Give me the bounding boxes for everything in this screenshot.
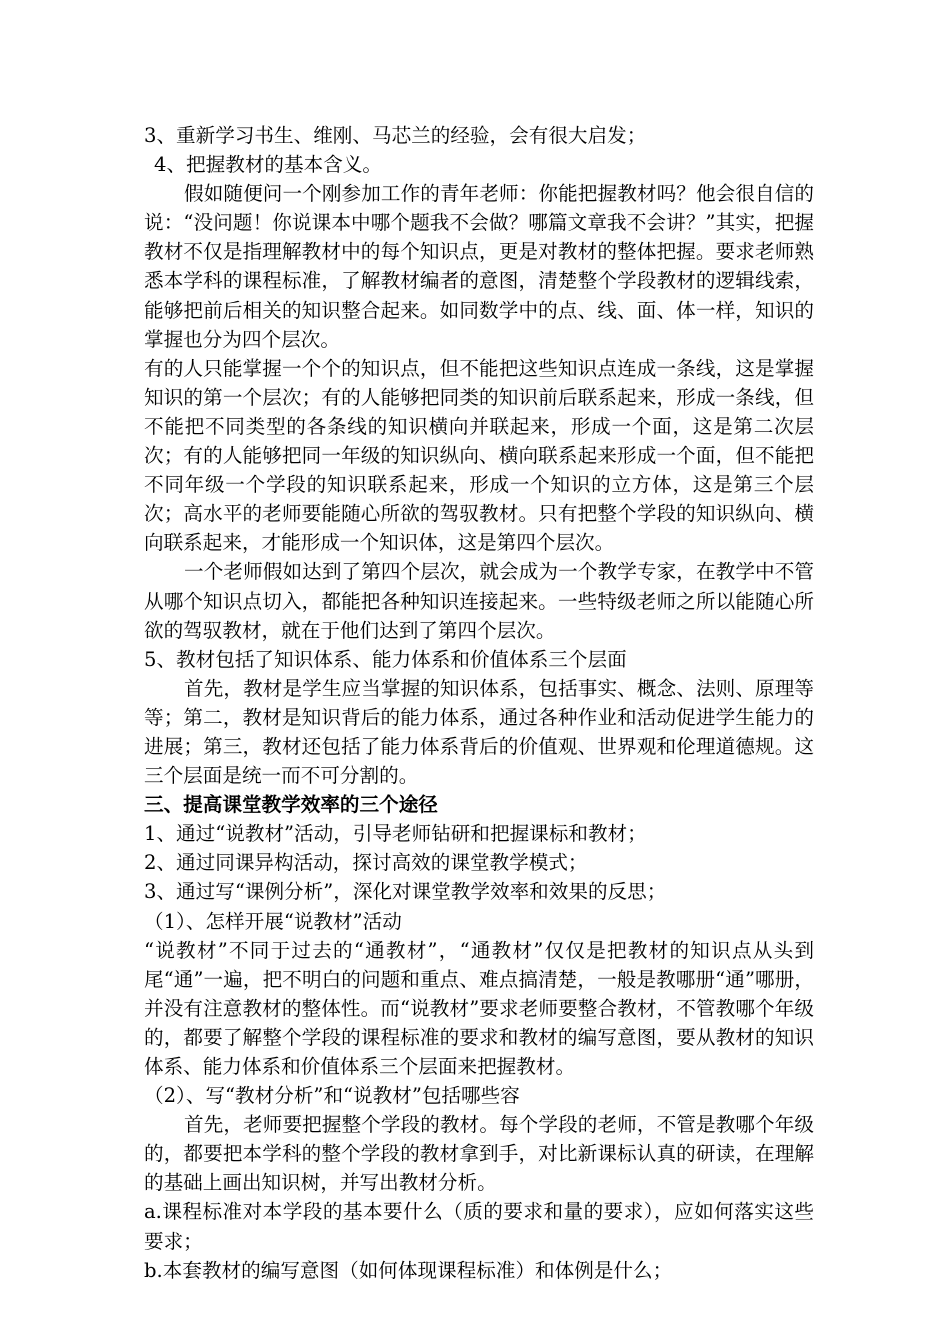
list-item-a: a.课程标准对本学段的基本要什么（质的要求和量的要求），应如何落实这些要求； — [144, 1200, 814, 1253]
list-item-5: 5、教材包括了知识体系、能力体系和价值体系三个层面 — [144, 647, 627, 671]
section-heading: 三、提高课堂教学效率的三个途径 — [144, 793, 438, 817]
paragraph-four-levels: 有的人只能掌握一个个的知识点，但不能把这些知识点连成一条线，这是掌握知识的第一个层次；有的人能够把同类的知识前后联系起来，形成一条线，但不能把不同类型的各条线的知识横向并联起来，形成一个面，这是第二次层次；有的人能够把同一年级的知识纵向、横向联系起来形成一个面，但不能把不同年级一个学段的知识联系起来，形成一个知识的立方体，这是第三个层次；高水平的老师要能随心所欲的驾驭教材。只有把整个学段的知识纵向、横向联系起来，才能形成一个知识体，这是第四个层次。 — [144, 356, 814, 555]
paragraph-teaching-expert: 一个老师假如达到了第四个层次，就会成为一个教学专家，在教学中不管从哪个知识点切入，都能把各种知识连接起来。一些特级老师之所以能随心所欲的驾驭教材，就在于他们达到了第四个层次。 — [144, 560, 814, 642]
subsection-title-2: （2）、写“教材分析”和“说教材”包括哪些容 — [144, 1084, 520, 1108]
paragraph-whole-stage: 首先，老师要把握整个学段的教材。每个学段的老师，不管是教哪个年级的，都要把本学科的整个学段的教材拿到手，对比新课标认真的研读，在理解的基础上画出知识树，并写出教材分析。 — [144, 1113, 814, 1195]
list-item-b: b.本套教材的编写意图（如何体现课程标准）和体例是什么； — [144, 1258, 673, 1282]
section-item-3: 3、通过写“课例分析”，深化对课堂教学效率和效果的反思； — [144, 880, 667, 904]
section-item-2: 2、通过同课异构活动，探讨高效的课堂教学模式； — [144, 851, 588, 875]
paragraph-three-levels: 首先，教材是学生应当掌握的知识体系，包括事实、概念、法则、原理等等；第二，教材是知识背后的能力体系，通过各种作业和活动促进学生能力的进展；第三，教材还包括了能力体系背后的价值观、世界观和伦理道德规。这三个层面是统一而不可分割的。 — [144, 676, 814, 788]
paragraph-grasp-textbook: 假如随便问一个刚参加工作的青年老师：你能把握教材吗？他会很自信的说：“没问题！你说课本中哪个题我不会做？哪篇文章我不会讲？”其实，把握教材不仅是指理解教材中的每个知识点，更是对教材的整体把握。要求老师熟悉本学科的课程标准，了解教材编者的意图，清楚整个学段教材的逻辑线索，能够把前后相关的知识整合起来。如同数学中的点、线、面、体一样，知识的掌握也分为四个层次。 — [144, 182, 814, 351]
list-item-4: 4、把握教材的基本含义。 — [154, 153, 382, 177]
document-body — [144, 121, 814, 1285]
section-item-1: 1、通过“说教材”活动，引导老师钻研和把握课标和教材； — [144, 822, 647, 846]
list-item-3: 3、重新学习书生、维刚、马芯兰的经验，会有很大启发； — [144, 124, 647, 147]
paragraph-shuo-jiaocai: “说教材”不同于过去的“通教材”，“通教材”仅仅是把教材的知识点从头到尾“通”一遍，把不明白的问题和重点、难点搞清楚，一般是教哪册“通”哪册，并没有注意教材的整体性。而“说教材”要求老师要整合教材，不管教哪个年级的，都要了解整个学段的课程标准的要求和教材的编写意图，要从教材的知识体系、能力体系和价值体系三个层面来把握教材。 — [144, 938, 814, 1078]
subsection-title-1: （1）、怎样开展“说教材”活动 — [144, 909, 402, 933]
